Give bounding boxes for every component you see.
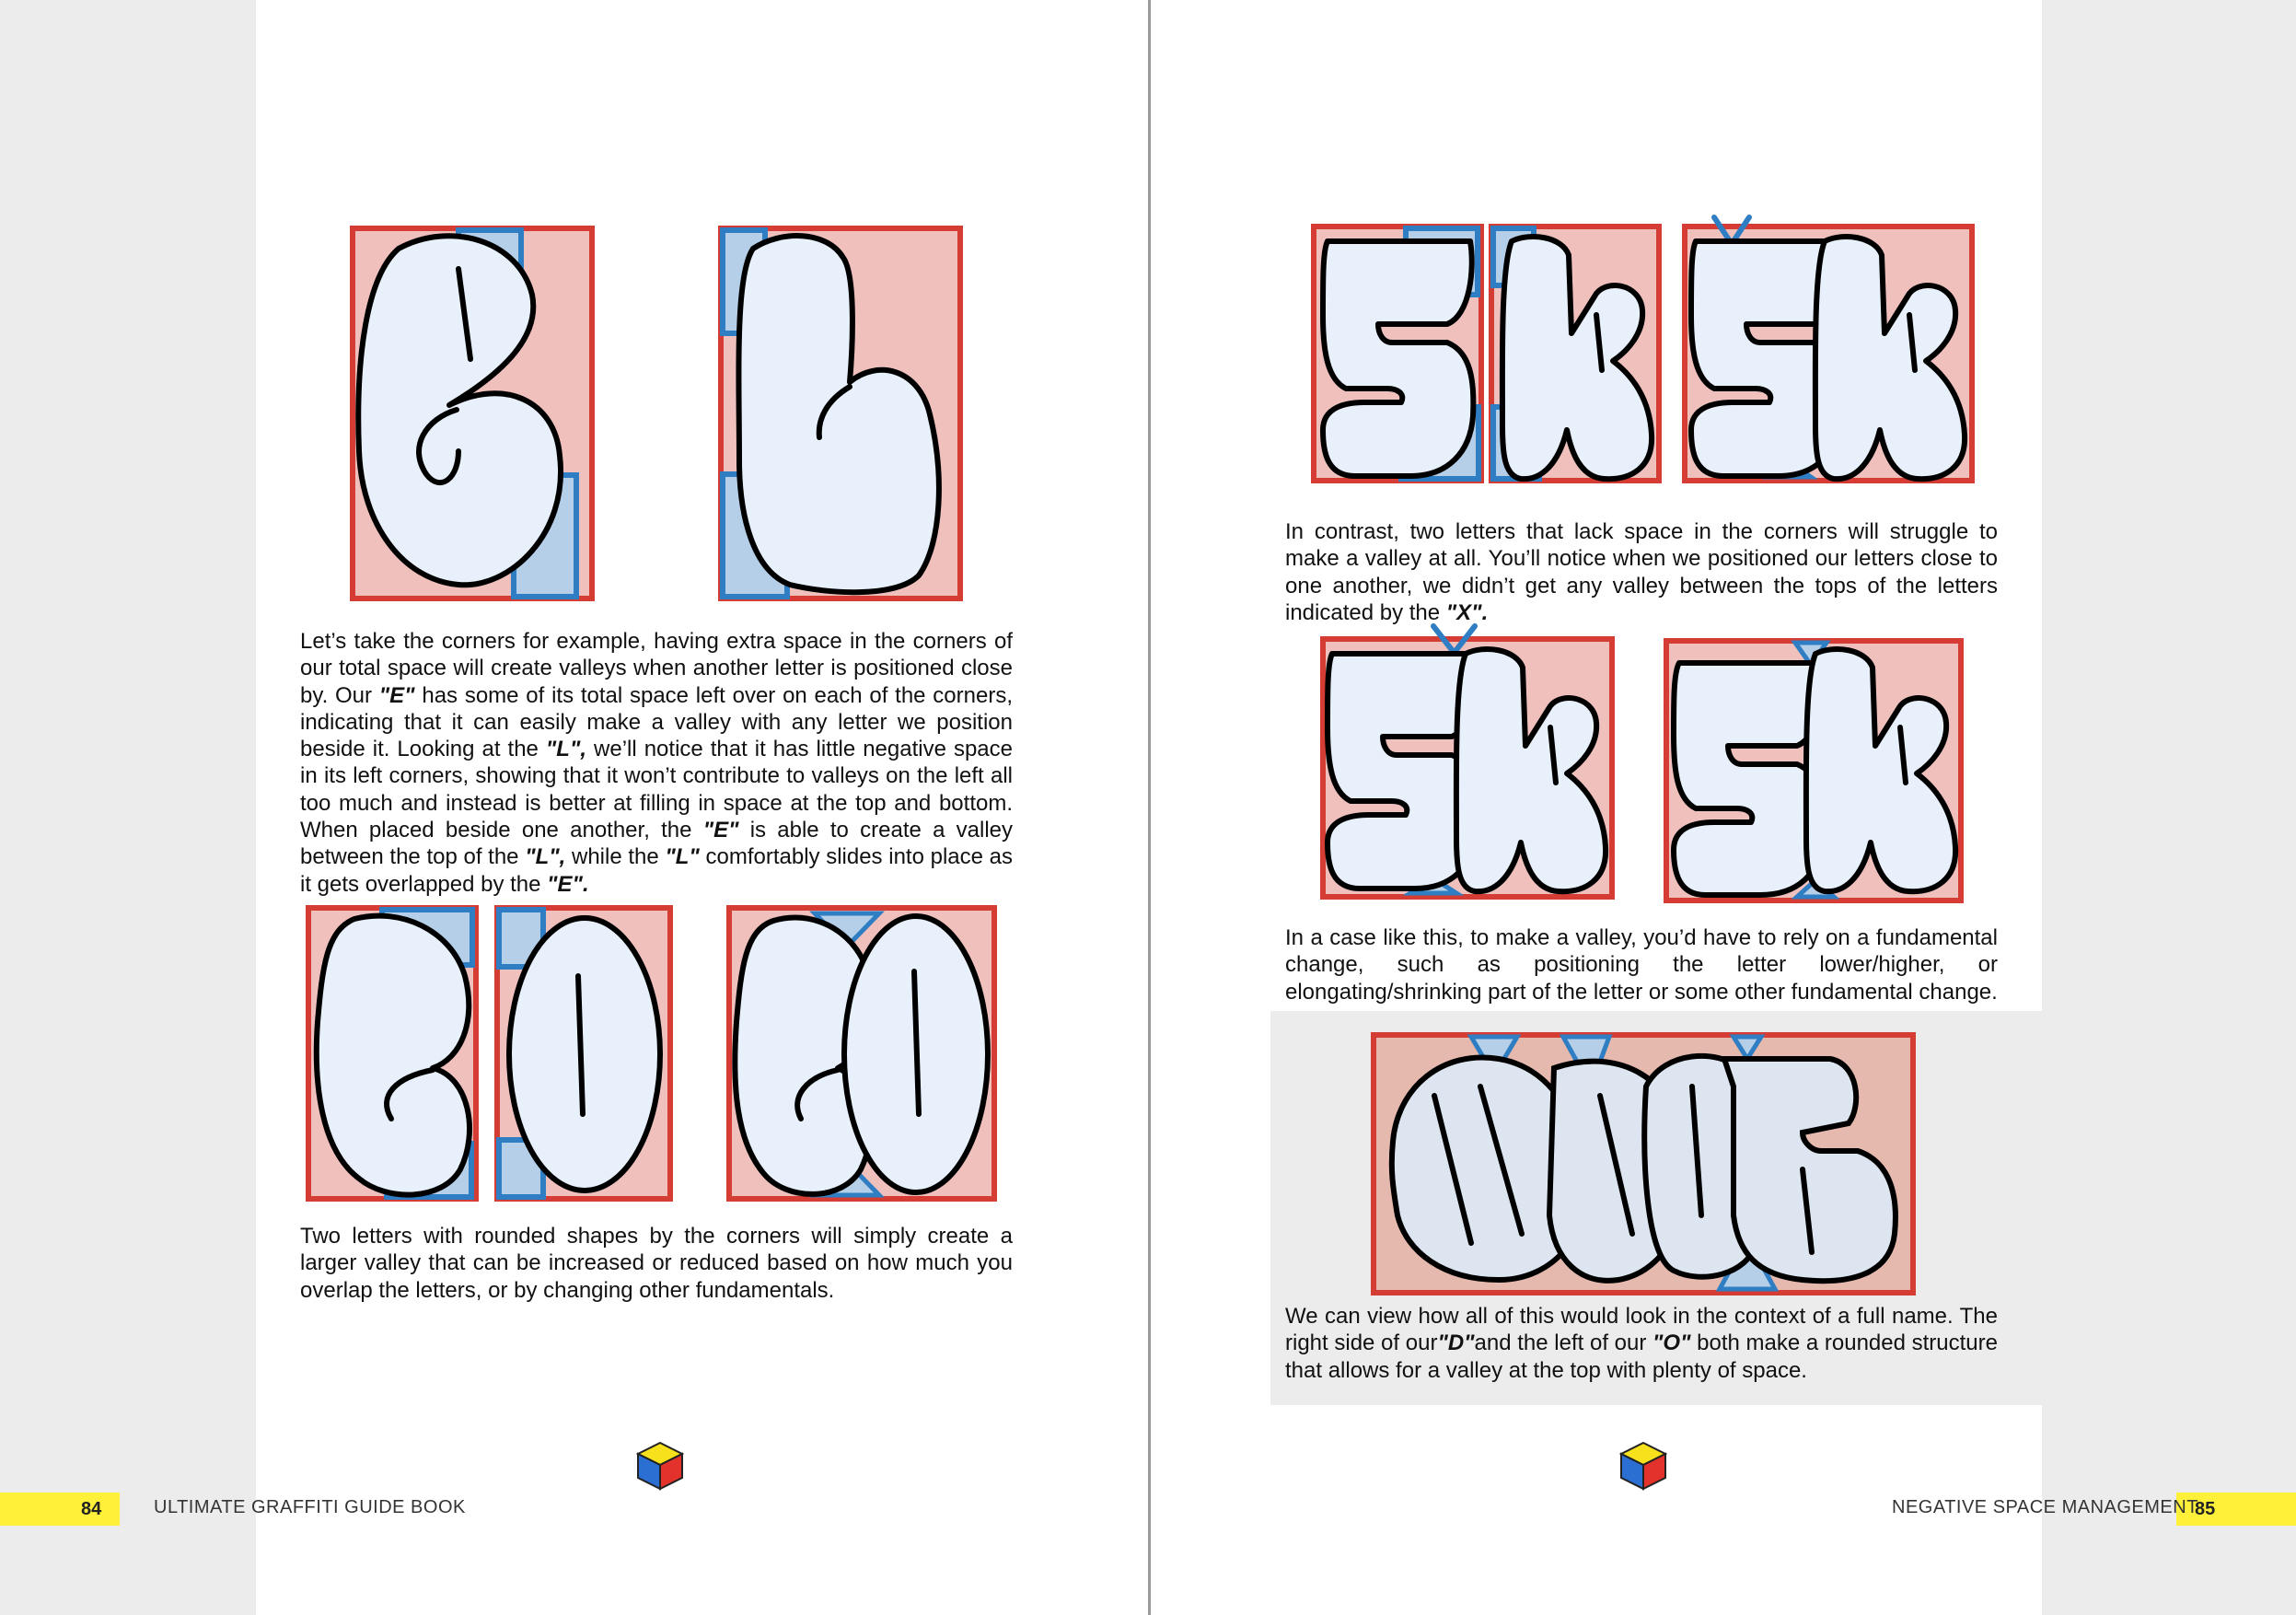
left-page-number: 84: [81, 1499, 102, 1519]
paragraph-segment: "O": [1652, 1330, 1691, 1356]
paragraph-segment: Let’s take the corners for example, having extra space in the corners of our total space will create valleys when another letter is positioned close by. Our: [300, 629, 1013, 708]
paragraph-segment: is able to create a valley between the top of the: [300, 818, 1014, 870]
paragraph-segment: while the: [565, 844, 666, 870]
rgb-cube-logo-icon: [635, 1440, 685, 1492]
paragraph-segment: "E": [702, 818, 739, 843]
figure-sk-row-2: [1318, 626, 1974, 902]
left-paragraph-2: Two letters with rounded shapes by the corners will simply create a larger valley that can be increased or reduced based on how much you overlap the letters, or by changing other fundamentals.: [300, 1224, 1013, 1303]
paragraph-segment: "L": [665, 844, 700, 870]
paragraph-segment: In contrast, two letters that lack space in the corners will struggle to make a valley at all. You’ll notice when we positioned our letters close to one another, we didn’t get any valley between the tops of the letters indicated by the: [1285, 519, 1998, 625]
figure-rounded-letters: [304, 902, 1003, 1206]
paragraph-segment: "L",: [525, 844, 566, 870]
book-gutter: [1148, 0, 1151, 1615]
right-paragraph-2: In a case like this, to make a valley, you’d have to rely on a fundamental change, such as positioning the letter lower/higher, or elongating/shrinking part of the letter or some other fundamental change.: [1285, 925, 1998, 1005]
rounded-letter-1-shape: [317, 916, 470, 1195]
paragraph-segment: comfortably slides into place as it gets overlapped by the: [300, 844, 1013, 897]
letter-s-shape-4: [1674, 663, 1823, 895]
right-paragraph-3: [1285, 1303, 1998, 1384]
right-running-header: NEGATIVE SPACE MANAGEMENT: [1892, 1497, 2198, 1517]
paragraph-segment: has some of its total space left over on each of the corners, indicating that it can easily make a valley with any letter we position beside it. Looking at the: [300, 682, 1013, 762]
letter-s-shape-1: [1323, 241, 1473, 476]
paragraph-segment: "L",: [545, 737, 586, 762]
left-paragraph-1: [300, 628, 1013, 898]
paragraph-segment: "E": [378, 682, 415, 708]
paragraph-segment: we’ll notice that it has little negative space in its left corners, showing that it won’t contribute to valleys on the left all too much and instead is better at filling in space at the top and bottom. When placed beside one another, the: [300, 737, 1013, 843]
figure-sk-row-1: [1309, 214, 1981, 490]
figure-full-name-example: [1370, 1031, 1917, 1298]
paragraph-segment: both make a rounded structure that allows for a valley at the top with plenty of space.: [1285, 1330, 1998, 1383]
paragraph-segment: We can view how all of this would look in the context of a full name. The right side of our: [1285, 1304, 1998, 1356]
paragraph-segment: and the left of our: [1474, 1330, 1653, 1356]
left-running-header: ULTIMATE GRAFFITI GUIDE BOOK: [154, 1497, 466, 1517]
paragraph-segment: "E".: [547, 871, 589, 897]
left-footer-bar: [0, 1493, 120, 1526]
paragraph-segment: "D": [1437, 1330, 1475, 1356]
rgb-cube-logo-icon: [1618, 1440, 1668, 1492]
right-page-number: 85: [2195, 1499, 2216, 1519]
paragraph-segment: "X".: [1445, 599, 1489, 625]
figure-e-and-l-letters: [348, 221, 965, 608]
rounded-letter-2-shape: [509, 918, 660, 1191]
right-paragraph-1: [1285, 518, 1998, 626]
